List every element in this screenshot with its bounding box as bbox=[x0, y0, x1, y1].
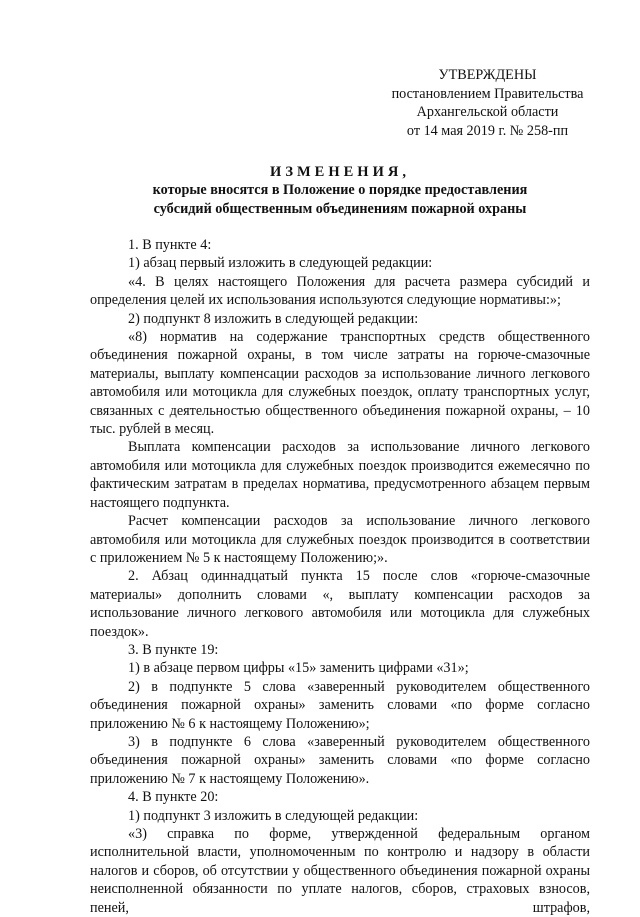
paragraph: «4. В целях настоящего Положения для расчета размера субсидий и определения целей их использования используются следующие нормативы:»; bbox=[90, 273, 590, 309]
paragraph: 1. В пункте 4: bbox=[128, 237, 212, 253]
approval-line-2: постановлением Правительства bbox=[391, 85, 584, 102]
approval-stamp bbox=[385, 66, 590, 140]
paragraph: 3) в подпункте 6 слова «заверенный руководителем общественного объединения пожарной охраны» заменить словами «по форме согласно приложению № 7 к настоящему Положению». bbox=[90, 733, 590, 787]
paragraph: Выплата компенсации расходов за использование личного легкового автомобиля или мотоцикла для служебных поездок производится ежемесячно по фактическим затратам в пределах норматива, предусмотренного абзацем первым настоящего подпункта. bbox=[90, 439, 590, 511]
paragraph: 1) подпункт 3 изложить в следующей редакции: bbox=[128, 807, 419, 824]
paragraph: Расчет компенсации расходов за использование личного легкового автомобиля или мотоцикла для служебных поездок производится в соответствии с приложением № 5 к настоящему Положению;». bbox=[90, 513, 590, 566]
paragraph: «3) справка по форме, утвержденной федеральным органом исполнительной власти, уполномоченным по контролю и надзору в области налогов и сборов, об отсутствии у общественного объединения пожарной охраны неисполненной обязанности по уплате налогов, сборов, страховых взносов, пеней, штрафов, bbox=[90, 826, 590, 916]
paragraph: 2. Абзац одиннадцатый пункта 15 после слов «горюче-смазочные материалы» дополнить словами «, выплату компенсации расходов за использование личного легкового автомобиля или мотоцикла для служебных поездок». bbox=[90, 568, 590, 640]
paragraph: 3. В пункте 19: bbox=[128, 641, 219, 658]
title-subtitle-line-1: которые вносятся в Положение о порядке предоставления bbox=[152, 182, 528, 198]
paragraph: 2) в подпункте 5 слова «заверенный руководителем общественного объединения пожарной охраны» заменить словами «по форме согласно приложению № 6 к настоящему Положению»; bbox=[90, 678, 590, 732]
approval-line-3: Архангельской области bbox=[416, 104, 559, 120]
title-main: ИЗМЕНЕНИЯ, bbox=[270, 164, 410, 180]
paragraph: 1) в абзаце первом цифры «15» заменить цифрами «31»; bbox=[128, 660, 469, 677]
document-title bbox=[90, 163, 590, 218]
paragraph: «8) норматив на содержание транспортных средств общественного объединения пожарной охраны, в том числе затраты на горюче-смазочные материалы, выплату компенсации расходов за использование личного легкового автомобиля или мотоцикла для служебных поездок, оплату транспортных услуг, связанных с деятельностью общественного объединения пожарной охраны, – 10 тыс. рублей в месяц. bbox=[90, 329, 590, 438]
approval-line-1: УТВЕРЖДЕНЫ bbox=[438, 67, 537, 83]
approval-line-4: от 14 мая 2019 г. № 258-пп bbox=[406, 122, 569, 139]
paragraph: 4. В пункте 20: bbox=[128, 789, 219, 806]
paragraph: 2) подпункт 8 изложить в следующей редакции: bbox=[128, 310, 419, 327]
document-body bbox=[90, 236, 590, 917]
paragraph: 1) абзац первый изложить в следующей редакции: bbox=[128, 255, 433, 272]
title-subtitle-line-2: субсидий общественным объединениям пожарной охраны bbox=[153, 200, 527, 217]
